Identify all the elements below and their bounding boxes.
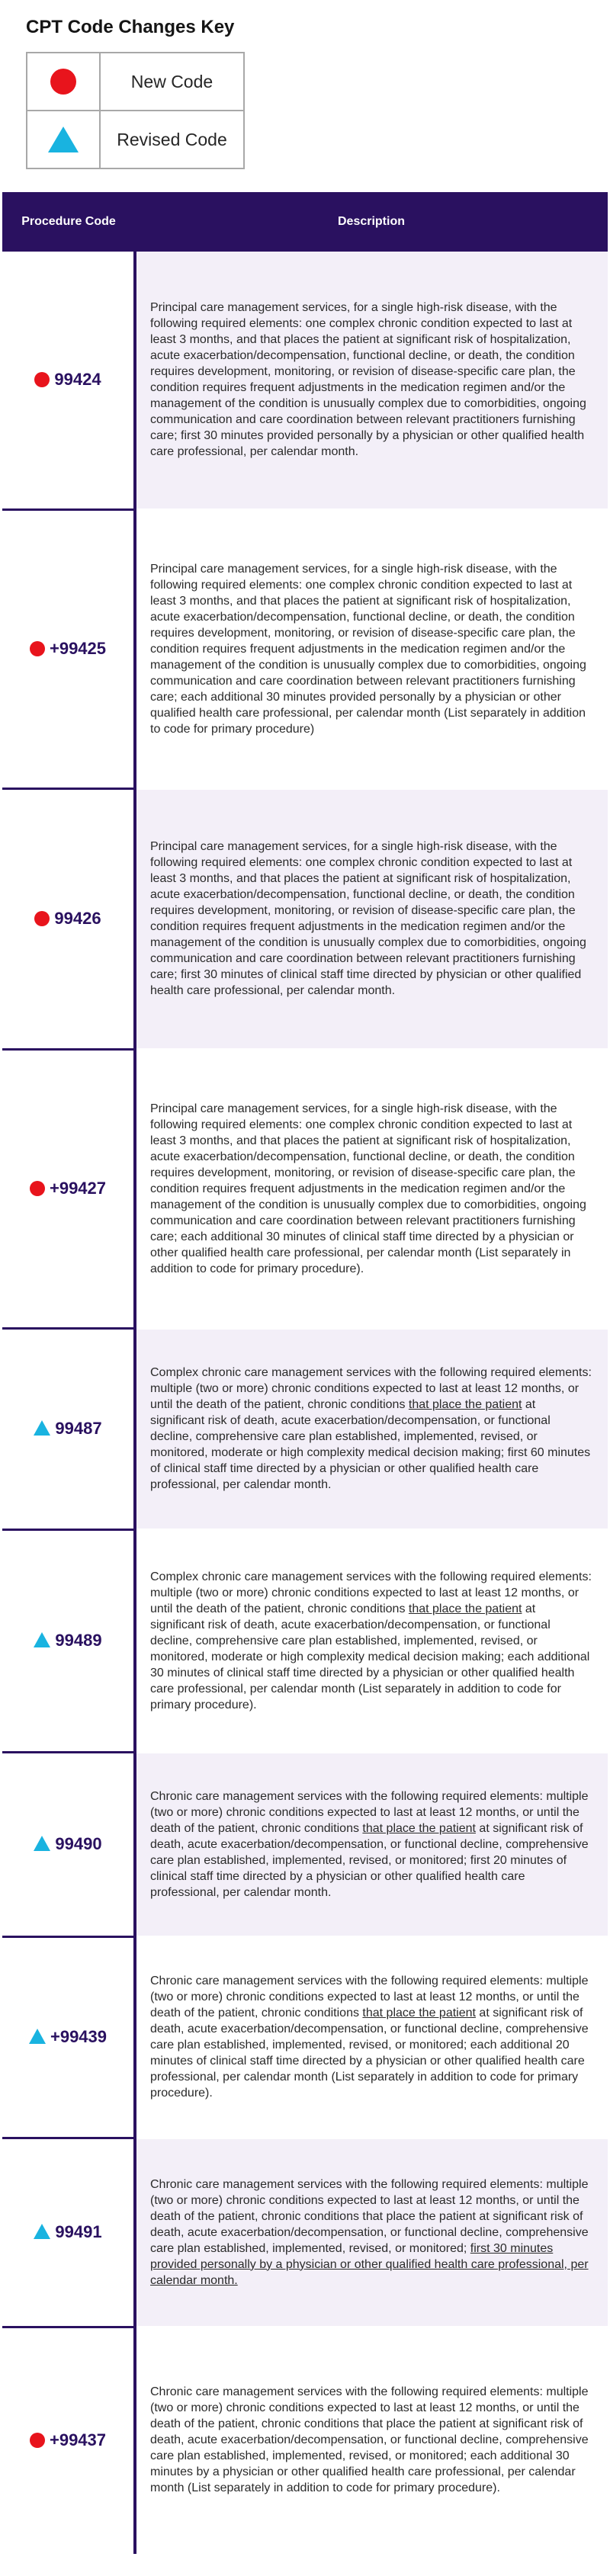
code-changes-key bbox=[26, 52, 245, 169]
table-row bbox=[2, 1752, 608, 1936]
description-cell: Chronic care management services with the following required elements: multiple (two or more) chronic conditions expected to last at least 12 months, or until the death of the patient, chronic conditions that place the patient at significant risk of death, acute exacerbation/decompensation, or functional decline, comprehensive care plan established, implemented, revised, or monitored; first 30 minutes provided personally by a physician or other qualified health care professional, per calendar month. bbox=[135, 2138, 608, 2327]
new-code-icon bbox=[30, 1181, 45, 1196]
revised-code-icon bbox=[34, 1420, 50, 1436]
procedure-code: +99425 bbox=[49, 639, 107, 658]
new-code-icon bbox=[30, 641, 45, 656]
procedure-code: +99437 bbox=[49, 2430, 107, 2449]
header-description: Description bbox=[135, 192, 608, 252]
description-cell: Principal care management services, for a single high-risk disease, with the following required elements: one complex chronic condition expected to last at least 3 months, and that places the patient at significant risk of hospitalization, acute exacerbation/decompensation, functional decline, or death, the condition requires development, monitoring, or revision of disease-specific care plan, the condition requires frequent adjustments in the medication regimen and/or the management of the condition is unusually complex due to comorbidities, ongoing communication and care coordination between relevant practitioners furnishing care; first 30 minutes of clinical staff time directed by physician or other qualified health care professional, per calendar month. bbox=[135, 788, 608, 1049]
procedure-code: +99427 bbox=[49, 1179, 107, 1198]
procedure-code-cell bbox=[2, 252, 135, 509]
description-cell: Complex chronic care management services with the following required elements: multiple (two or more) chronic conditions expected to last at least 12 months, or until the death of the patient, chronic conditions that place the patient at significant risk of death, acute exacerbation/decompensation, or functional decline, comprehensive care plan established, implemented, revised, or monitored, moderate or high complexity medical decision making; first 60 minutes of clinical staff time directed by a physician or other qualified health care professional, per calendar month. bbox=[135, 1328, 608, 1529]
key-row-revised bbox=[27, 111, 244, 168]
procedure-code: 99490 bbox=[55, 1834, 102, 1853]
procedure-code-cell bbox=[2, 1752, 135, 1936]
procedure-code-cell bbox=[2, 2327, 135, 2552]
description-cell: Chronic care management services with the following required elements: multiple (two or more) chronic conditions expected to last at least 12 months, or until the death of the patient, chronic conditions that place the patient at significant risk of death, acute exacerbation/decompensation, or functional decline, comprehensive care plan established, implemented, revised, or monitored; each additional 30 minutes by a physician or other qualified health care professional, per calendar month (List separately in addition to code for primary procedure). bbox=[135, 2327, 608, 2552]
procedure-code-cell bbox=[2, 1049, 135, 1328]
procedure-code: 99489 bbox=[55, 1631, 102, 1650]
header-procedure-code: Procedure Code bbox=[2, 192, 135, 252]
procedure-code-cell bbox=[2, 1328, 135, 1529]
description-cell: Principal care management services, for a single high-risk disease, with the following required elements: one complex chronic condition expected to last at least 3 months, and that places the patient at significant risk of hospitalization, acute exacerbation/decompensation, functional decline, or death, the condition requires development, monitoring, or revision of disease-specific care plan, the condition requires frequent adjustments in the medication regimen and/or the management of the condition is unusually complex due to comorbidities, ongoing communication and care coordination between relevant practitioners furnishing care; each additional 30 minutes of clinical staff time directed by a physician or other qualified health care professional, per calendar month (List separately in addition to code for primary procedure). bbox=[135, 1049, 608, 1328]
procedure-code-cell bbox=[2, 788, 135, 1049]
key-label-revised: Revised Code bbox=[100, 111, 244, 168]
revised-code-icon bbox=[34, 1632, 50, 1647]
table-header bbox=[2, 192, 608, 252]
table-row bbox=[2, 1328, 608, 1529]
procedure-code-cell bbox=[2, 1936, 135, 2138]
revised-code-icon bbox=[34, 2224, 50, 2239]
table-row bbox=[2, 252, 608, 509]
procedure-code: +99439 bbox=[50, 2027, 108, 2046]
procedure-code-cell bbox=[2, 509, 135, 788]
procedure-code-cell bbox=[2, 1529, 135, 1752]
table-row bbox=[2, 1936, 608, 2138]
table-row bbox=[2, 2138, 608, 2327]
key-row-new bbox=[27, 53, 244, 111]
key-label-new: New Code bbox=[100, 53, 244, 111]
revised-code-icon bbox=[34, 1836, 50, 1851]
description-cell: Principal care management services, for a single high-risk disease, with the following required elements: one complex chronic condition expected to last at least 3 months, and that places the patient at significant risk of hospitalization, acute exacerbation/decompensation, functional decline, or death, the condition requires development, monitoring, or revision of disease-specific care plan, the condition requires frequent adjustments in the medication regimen and/or the management of the condition is unusually complex due to comorbidities, ongoing communication and care coordination between relevant practitioners furnishing care; first 30 minutes provided personally by a physician or other qualified health care professional, per calendar month. bbox=[135, 252, 608, 509]
revised-code-icon bbox=[29, 2029, 46, 2044]
description-cell: Principal care management services, for a single high-risk disease, with the following required elements: one complex chronic condition expected to last at least 3 months, and that places the patient at significant risk of hospitalization, acute exacerbation/decompensation, functional decline, or death, the condition requires development, monitoring, or revision of disease-specific care plan, the condition requires frequent adjustments in the medication regimen and/or the management of the condition is unusually complex due to comorbidities, ongoing communication and care coordination between relevant practitioners furnishing care; each additional 30 minutes provided personally by a physician or other qualified health care professional, per calendar month (List separately in addition to code for primary procedure) bbox=[135, 509, 608, 788]
new-code-icon bbox=[34, 911, 50, 926]
table-row bbox=[2, 1049, 608, 1328]
new-code-icon bbox=[30, 2433, 45, 2448]
procedure-code: 99487 bbox=[55, 1419, 102, 1438]
procedure-code-cell bbox=[2, 2138, 135, 2327]
procedure-code-table bbox=[2, 192, 608, 2554]
procedure-code: 99424 bbox=[54, 370, 101, 390]
table-row bbox=[2, 2327, 608, 2552]
description-cell: Chronic care management services with the following required elements: multiple (two or more) chronic conditions expected to last at least 12 months, or until the death of the patient, chronic conditions that place the patient at significant risk of death, acute exacerbation/decompensation, or functional decline, comprehensive care plan established, implemented, revised, or monitored; each additional 20 minutes of clinical staff time directed by a physician or other qualified health care professional, per calendar month (List separately in addition to code for primary procedure). bbox=[135, 1936, 608, 2138]
table-row bbox=[2, 788, 608, 1049]
blue-triangle-icon bbox=[48, 127, 79, 152]
page-title: CPT Code Changes Key bbox=[26, 17, 235, 37]
red-circle-icon bbox=[50, 69, 76, 95]
procedure-code: 99426 bbox=[54, 909, 101, 928]
table-row bbox=[2, 1529, 608, 1752]
table-row bbox=[2, 509, 608, 788]
procedure-code: 99491 bbox=[55, 2222, 102, 2241]
description-cell: Complex chronic care management services with the following required elements: multiple (two or more) chronic conditions expected to last at least 12 months, or until the death of the patient, chronic conditions that place the patient at significant risk of death, acute exacerbation/decompensation, or functional decline, comprehensive care plan established, implemented, revised, or monitored, moderate or high complexity medical decision making; each additional 30 minutes of clinical staff time directed by a physician or other qualified health care professional, per calendar month (List separately in addition to code for primary procedure). bbox=[135, 1529, 608, 1752]
new-code-icon bbox=[34, 372, 50, 387]
description-cell: Chronic care management services with the following required elements: multiple (two or more) chronic conditions expected to last at least 12 months, or until the death of the patient, chronic conditions that place the patient at significant risk of death, acute exacerbation/decompensation, or functional decline, comprehensive care plan established, implemented, revised, or monitored; first 20 minutes of clinical staff time directed by a physician or other qualified health care professional, per calendar month. bbox=[135, 1752, 608, 1936]
